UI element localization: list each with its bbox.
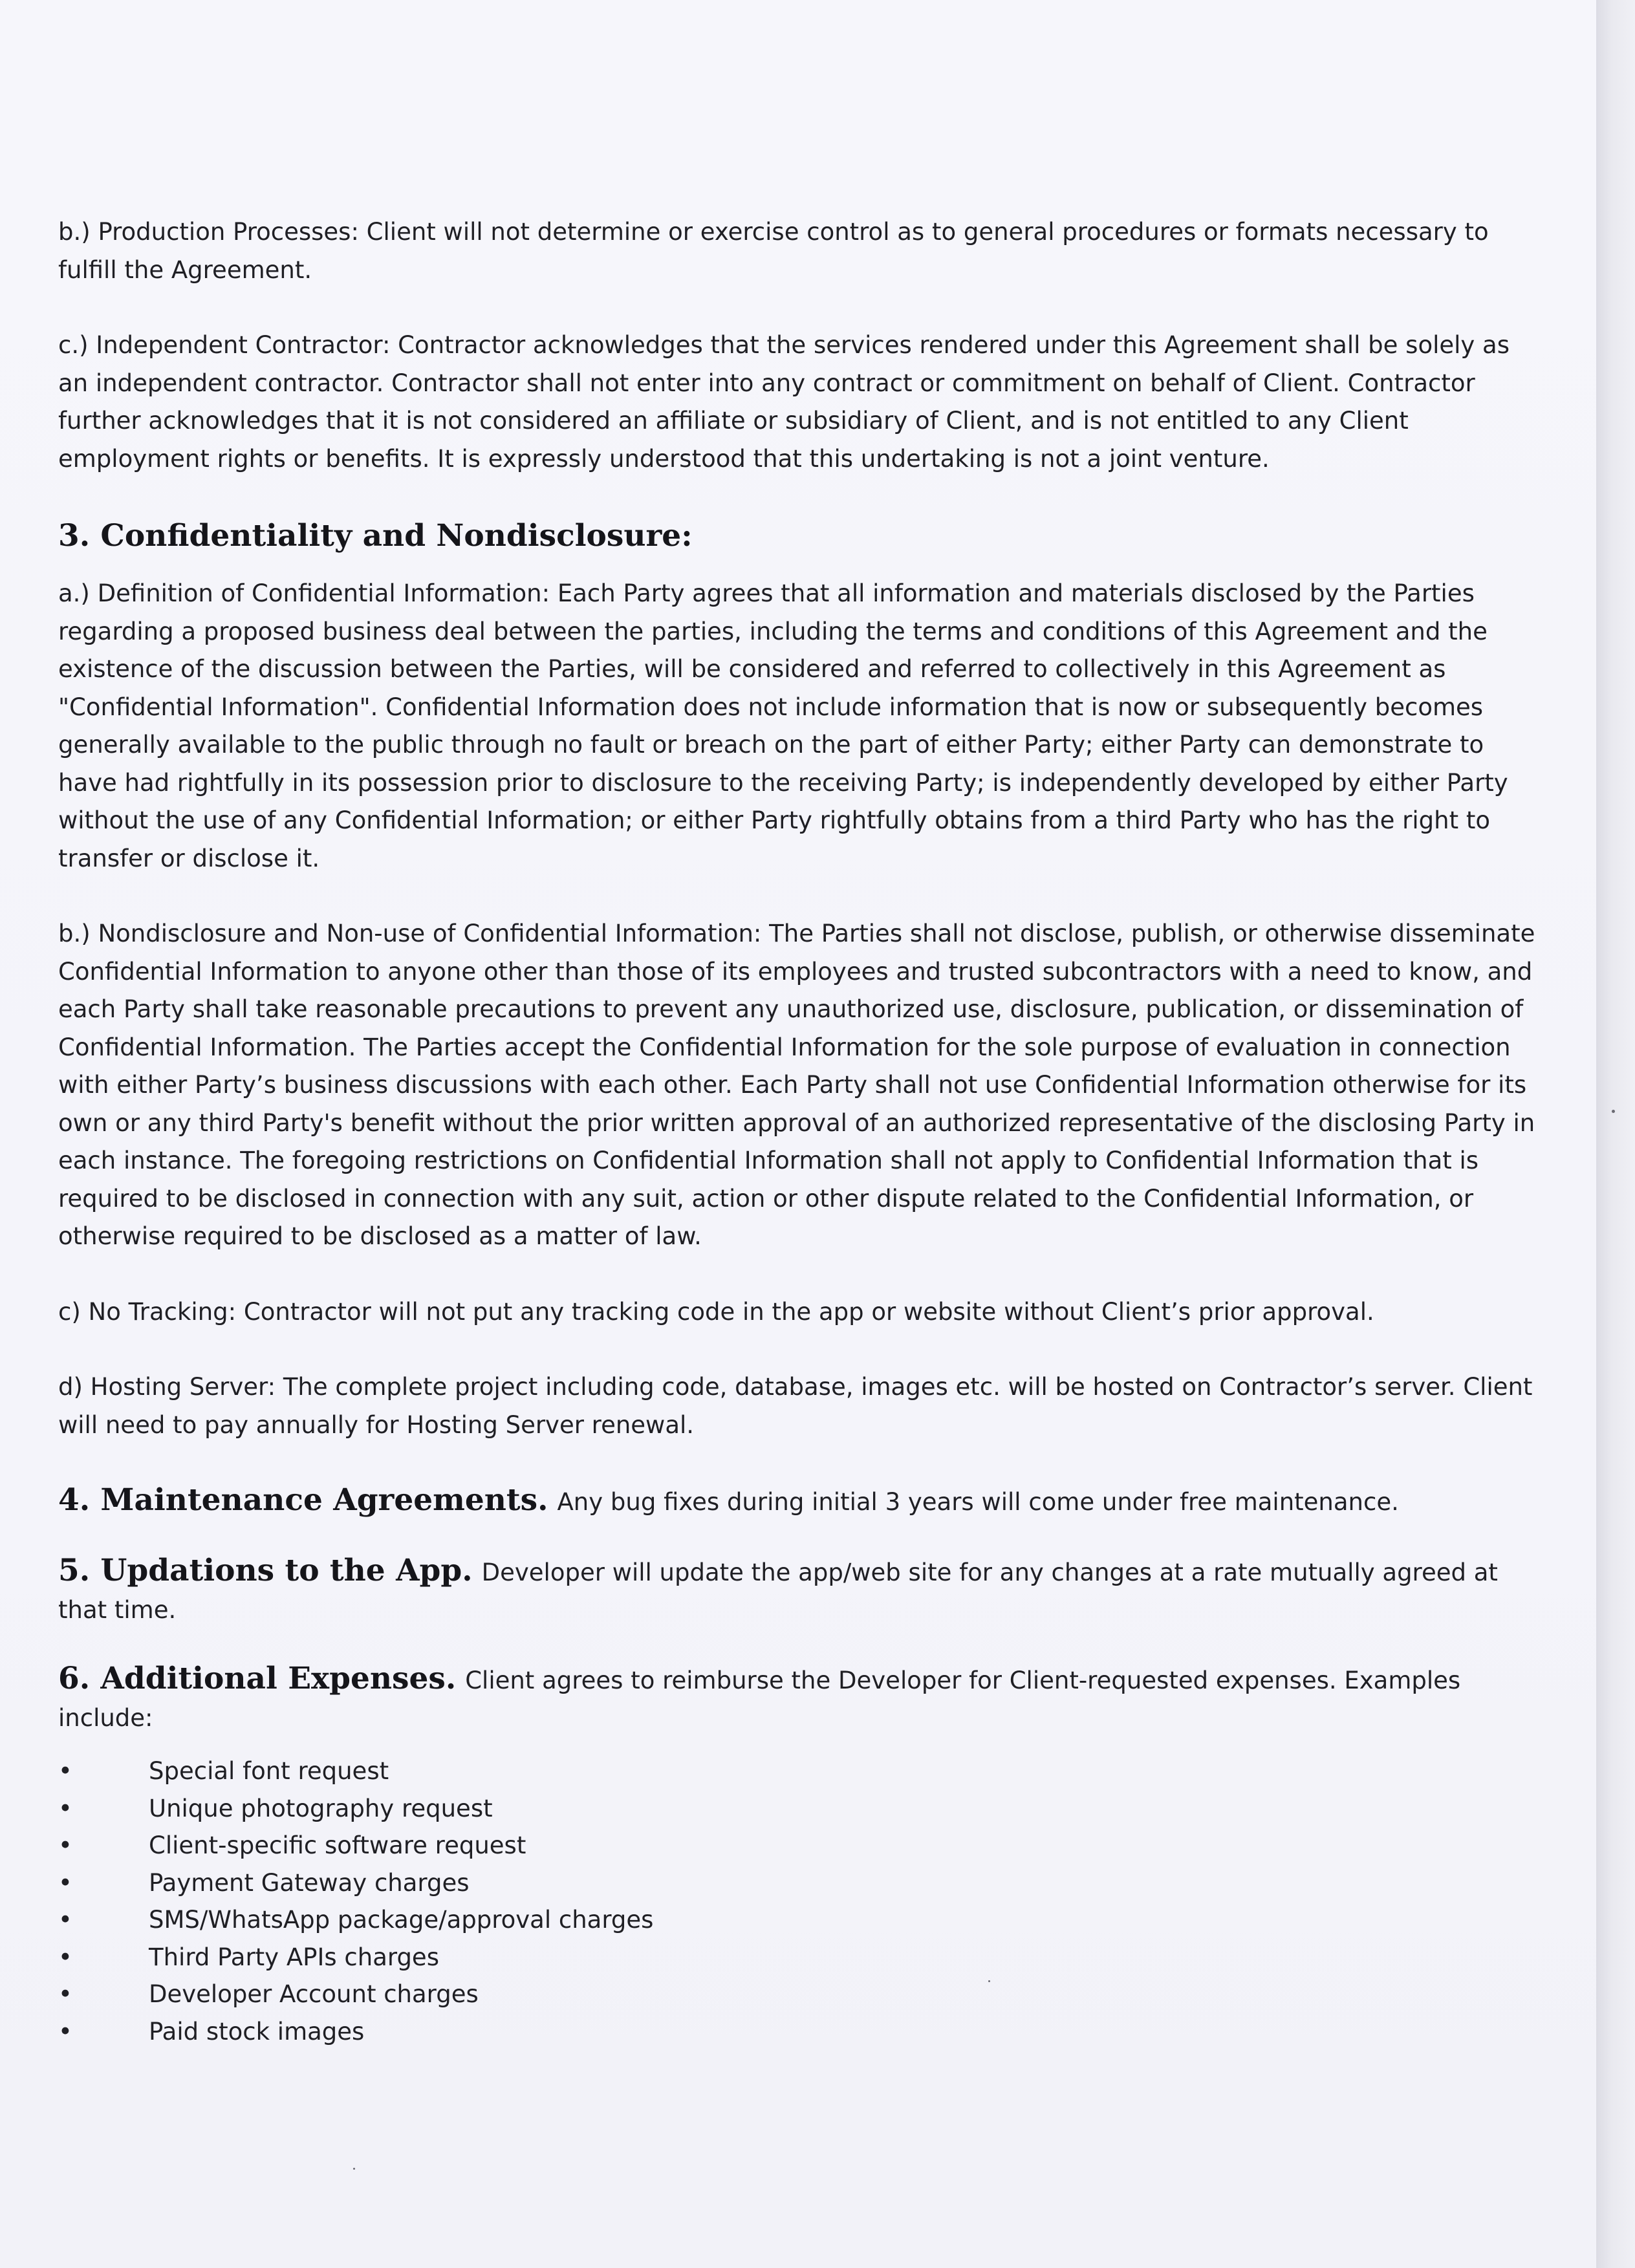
- bullet-icon: •: [58, 1757, 72, 1785]
- section-heading-updations: 5. Updations to the App.: [58, 1553, 473, 1588]
- list-item: • Unique photography request: [58, 1790, 1539, 1828]
- bullet-icon: •: [58, 1831, 72, 1859]
- scanner-edge-shadow: [1596, 0, 1635, 2268]
- scan-speck: [988, 1980, 990, 1982]
- paragraph-nondisclosure: b.) Nondisclosure and Non-use of Confidential Information: The Parties shall not disclose, publish, or otherwise disseminate Confidential Information to anyone other than those of its employees and trusted subcontractors with a need to know, and each Party shall take reasonable precautions to prevent any unauthorized use, disclosure, publication, or dissemination of Confidential Information. The Parties accept the Confidential Information for the sole purpose of evaluation in connection with either Party’s business discussions with each other. Each Party shall not use Confidential Information otherwise for its own or any third Party's benefit without the prior written approval of an authorized representative of the disclosing Party in each instance. The foregoing restrictions on Confidential Information shall not apply to Confidential Information that is required to be disclosed in connection with any suit, action or other dispute related to the Confidential Information, or otherwise required to be disclosed as a matter of law.: [58, 920, 1535, 1250]
- expense-list: [58, 1753, 1539, 2050]
- list-item: • Client-specific software request: [58, 1827, 1539, 1864]
- section-maintenance: [58, 1482, 1539, 1521]
- section-additional-expenses-text: Client agrees to reimburse the Developer for Client-requested expenses. Examples include:: [58, 1667, 1461, 1732]
- section-updations: [58, 1552, 1539, 1629]
- list-item: • Payment Gateway charges: [58, 1864, 1539, 1902]
- section-updations-text: Developer will update the app/web site for any changes at a rate mutually agreed at that time.: [58, 1559, 1498, 1624]
- list-item: • Paid stock images: [58, 2013, 1539, 2051]
- section-heading-confidentiality: 3. Confidentiality and Nondisclosure:: [58, 518, 693, 554]
- section-heading-additional-expenses: 6. Additional Expenses.: [58, 1661, 457, 1696]
- list-item: • Developer Account charges: [58, 1976, 1539, 2013]
- document-body: [58, 213, 1539, 2050]
- bullet-icon: •: [58, 1943, 72, 1971]
- list-item: • Third Party APIs charges: [58, 1939, 1539, 1976]
- paragraph-hosting-server: d) Hosting Server: The complete project including code, database, images etc. will be hosted on Contractor’s server. Client will need to pay annually for Hosting Server renewal.: [58, 1373, 1533, 1439]
- section-heading-maintenance: 4. Maintenance Agreements.: [58, 1482, 548, 1518]
- scan-speck: [1612, 1110, 1615, 1113]
- paragraph-no-tracking: c) No Tracking: Contractor will not put any tracking code in the app or website without Client’s prior approval.: [58, 1297, 1374, 1326]
- paragraph-independent-contractor: c.) Independent Contractor: Contractor acknowledges that the services rendered under this Agreement shall be solely as an independent contractor. Contractor shall not enter into any contract or commitment on behalf of Client. Contractor further acknowledges that it is not considered an affiliate or subsidiary of Client, and is not entitled to any Client employment rights or benefits. It is expressly understood that this undertaking is not a joint venture.: [58, 331, 1510, 473]
- bullet-icon: •: [58, 1868, 72, 1897]
- section-maintenance-text: Any bug fixes during initial 3 years will come under free maintenance.: [557, 1488, 1399, 1516]
- bullet-icon: •: [58, 1794, 72, 1822]
- paragraph-definition-confidential: a.) Definition of Confidential Information: Each Party agrees that all information and materials disclosed by the Parties regarding a proposed business deal between the parties, including the terms and conditions of this Agreement and the existence of the discussion between the Parties, will be considered and referred to collectively in this Agreement as "Confidential Information". Confidential Information does not include information that is now or subsequently becomes generally available to the public through no fault or breach on the part of either Party; either Party can demonstrate to have had rightfully in its possession prior to disclosure to the receiving Party; is independently developed by either Party without the use of any Confidential Information; or either Party rightfully obtains from a third Party who has the right to transfer or disclose it.: [58, 579, 1508, 872]
- bullet-icon: •: [58, 2017, 72, 2046]
- paragraph-production-processes: b.) Production Processes: Client will not determine or exercise control as to general procedures or formats necessary to fulfill the Agreement.: [58, 218, 1489, 284]
- list-item: • Special font request: [58, 1753, 1539, 1790]
- bullet-icon: •: [58, 1906, 72, 1934]
- section-additional-expenses: [58, 1660, 1539, 1737]
- bullet-icon: •: [58, 1980, 72, 2008]
- scan-speck: [353, 2168, 355, 2170]
- list-item: • SMS/WhatsApp package/approval charges: [58, 1901, 1539, 1939]
